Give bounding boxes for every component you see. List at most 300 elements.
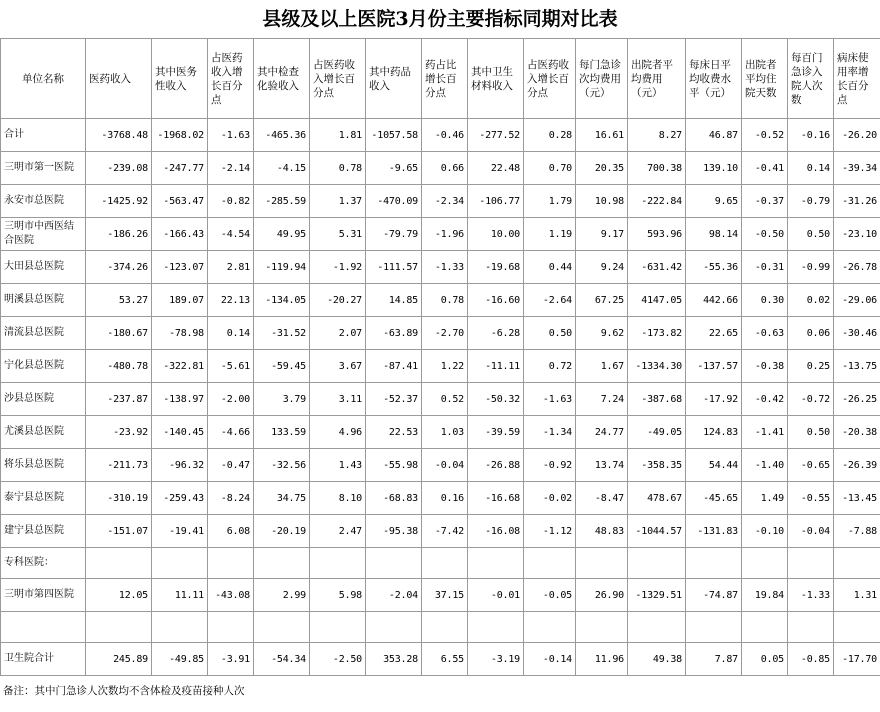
value-cell: -2.00: [208, 383, 254, 416]
table-row: [1, 119, 880, 152]
value-cell: -0.46: [422, 119, 468, 152]
value-cell: -31.52: [254, 317, 310, 350]
value-cell: 0.50: [788, 416, 834, 449]
value-cell: -26.88: [468, 449, 524, 482]
value-cell: -11.11: [468, 350, 524, 383]
value-cell: -0.02: [524, 482, 576, 515]
table-row: [1, 185, 880, 218]
empty-cell: [576, 548, 628, 579]
value-cell: -59.45: [254, 350, 310, 383]
value-cell: -7.42: [422, 515, 468, 548]
value-cell: 442.66: [686, 284, 742, 317]
column-header: 占医药收入增长百分点: [310, 39, 366, 119]
value-cell: -186.26: [86, 218, 152, 251]
value-cell: 1.79: [524, 185, 576, 218]
value-cell: 9.24: [576, 251, 628, 284]
empty-cell: [86, 548, 152, 579]
table-row: [1, 152, 880, 185]
column-header: 单位名称: [1, 39, 86, 119]
value-cell: -63.89: [366, 317, 422, 350]
value-cell: 1.81: [310, 119, 366, 152]
value-cell: 16.61: [576, 119, 628, 152]
value-cell: 6.55: [422, 643, 468, 676]
value-cell: 9.65: [686, 185, 742, 218]
value-cell: 0.66: [422, 152, 468, 185]
value-cell: 593.96: [628, 218, 686, 251]
value-cell: 0.14: [788, 152, 834, 185]
value-cell: -3768.48: [86, 119, 152, 152]
page-title: 县级及以上医院3月份主要指标同期对比表: [262, 8, 618, 30]
empty-cell: [788, 612, 834, 643]
value-cell: 24.77: [576, 416, 628, 449]
value-cell: -1.33: [422, 251, 468, 284]
unit-name-cell: 建宁县总医院: [1, 515, 86, 548]
value-cell: -310.19: [86, 482, 152, 515]
value-cell: 2.99: [254, 579, 310, 612]
table-body: [1, 119, 880, 676]
empty-cell: [834, 548, 880, 579]
value-cell: -111.57: [366, 251, 422, 284]
value-cell: -259.43: [152, 482, 208, 515]
value-cell: -4.15: [254, 152, 310, 185]
empty-cell: [86, 612, 152, 643]
column-header: 每百门急诊入院人次数: [788, 39, 834, 119]
value-cell: 20.35: [576, 152, 628, 185]
value-cell: -5.61: [208, 350, 254, 383]
value-cell: 1.22: [422, 350, 468, 383]
value-cell: 0.06: [788, 317, 834, 350]
section-row: [1, 548, 880, 579]
empty-cell: [254, 612, 310, 643]
value-cell: -52.37: [366, 383, 422, 416]
value-cell: 2.47: [310, 515, 366, 548]
value-cell: -16.68: [468, 482, 524, 515]
value-cell: -166.43: [152, 218, 208, 251]
value-cell: -20.38: [834, 416, 880, 449]
empty-cell: [628, 612, 686, 643]
value-cell: 12.05: [86, 579, 152, 612]
value-cell: 0.78: [422, 284, 468, 317]
unit-name-cell: 沙县总医院: [1, 383, 86, 416]
value-cell: -131.83: [686, 515, 742, 548]
value-cell: 9.62: [576, 317, 628, 350]
table-header-row: [1, 39, 880, 119]
value-cell: -17.92: [686, 383, 742, 416]
value-cell: -95.38: [366, 515, 422, 548]
value-cell: -68.83: [366, 482, 422, 515]
empty-cell: [686, 548, 742, 579]
value-cell: -26.78: [834, 251, 880, 284]
value-cell: -26.25: [834, 383, 880, 416]
empty-cell: [686, 612, 742, 643]
value-cell: -16.60: [468, 284, 524, 317]
value-cell: 54.44: [686, 449, 742, 482]
value-cell: -0.55: [788, 482, 834, 515]
value-cell: -465.36: [254, 119, 310, 152]
section-label: 专科医院：: [1, 548, 86, 579]
value-cell: -1.40: [742, 449, 788, 482]
value-cell: 0.16: [422, 482, 468, 515]
value-cell: -31.26: [834, 185, 880, 218]
value-cell: 6.08: [208, 515, 254, 548]
column-header: 其中卫生材料收入: [468, 39, 524, 119]
value-cell: -0.85: [788, 643, 834, 676]
value-cell: 139.10: [686, 152, 742, 185]
table-row: [1, 383, 880, 416]
value-cell: -247.77: [152, 152, 208, 185]
value-cell: -119.94: [254, 251, 310, 284]
table-row: [1, 350, 880, 383]
empty-cell: [524, 548, 576, 579]
value-cell: -1425.92: [86, 185, 152, 218]
value-cell: 4.96: [310, 416, 366, 449]
value-cell: -211.73: [86, 449, 152, 482]
value-cell: -322.81: [152, 350, 208, 383]
value-cell: -19.68: [468, 251, 524, 284]
unit-name-cell: 明溪县总医院: [1, 284, 86, 317]
value-cell: 1.03: [422, 416, 468, 449]
value-cell: 0.14: [208, 317, 254, 350]
value-cell: 37.15: [422, 579, 468, 612]
value-cell: -0.52: [742, 119, 788, 152]
value-cell: -0.16: [788, 119, 834, 152]
value-cell: 0.52: [422, 383, 468, 416]
value-cell: -39.59: [468, 416, 524, 449]
value-cell: 1.49: [742, 482, 788, 515]
value-cell: 478.67: [628, 482, 686, 515]
value-cell: -79.79: [366, 218, 422, 251]
value-cell: -1.41: [742, 416, 788, 449]
value-cell: -19.41: [152, 515, 208, 548]
value-cell: -8.24: [208, 482, 254, 515]
value-cell: -23.10: [834, 218, 880, 251]
table-row: [1, 284, 880, 317]
empty-cell: [742, 612, 788, 643]
value-cell: -49.85: [152, 643, 208, 676]
column-header: 出院者平均费用（元）: [628, 39, 686, 119]
spacer-row: [1, 612, 880, 643]
value-cell: -180.67: [86, 317, 152, 350]
value-cell: 700.38: [628, 152, 686, 185]
value-cell: -0.38: [742, 350, 788, 383]
value-cell: -470.09: [366, 185, 422, 218]
empty-cell: [152, 612, 208, 643]
value-cell: -140.45: [152, 416, 208, 449]
value-cell: -0.72: [788, 383, 834, 416]
value-cell: -16.08: [468, 515, 524, 548]
value-cell: 2.07: [310, 317, 366, 350]
empty-cell: [422, 548, 468, 579]
value-cell: 1.67: [576, 350, 628, 383]
value-cell: 3.79: [254, 383, 310, 416]
unit-name-cell: 永安市总医院: [1, 185, 86, 218]
value-cell: 1.19: [524, 218, 576, 251]
value-cell: -0.01: [468, 579, 524, 612]
column-header: 病床使用率增长百分点: [834, 39, 880, 119]
value-cell: 49.95: [254, 218, 310, 251]
value-cell: 0.02: [788, 284, 834, 317]
value-cell: -1.92: [310, 251, 366, 284]
empty-cell: [468, 548, 524, 579]
table-row: [1, 416, 880, 449]
empty-cell: [254, 548, 310, 579]
table-row: [1, 317, 880, 350]
value-cell: -0.04: [422, 449, 468, 482]
column-header: 占医药收入增长百分点: [524, 39, 576, 119]
value-cell: 8.27: [628, 119, 686, 152]
comparison-table: [0, 38, 880, 676]
value-cell: 4147.05: [628, 284, 686, 317]
value-cell: 8.10: [310, 482, 366, 515]
value-cell: -0.63: [742, 317, 788, 350]
value-cell: 0.28: [524, 119, 576, 152]
table-row: [1, 449, 880, 482]
value-cell: 0.30: [742, 284, 788, 317]
value-cell: -2.14: [208, 152, 254, 185]
value-cell: 19.84: [742, 579, 788, 612]
empty-cell: [468, 612, 524, 643]
value-cell: -2.34: [422, 185, 468, 218]
empty-cell: [524, 612, 576, 643]
value-cell: -123.07: [152, 251, 208, 284]
column-header: 每床日平均收费水平（元）: [686, 39, 742, 119]
value-cell: -0.47: [208, 449, 254, 482]
value-cell: 3.11: [310, 383, 366, 416]
value-cell: -1.33: [788, 579, 834, 612]
value-cell: 49.38: [628, 643, 686, 676]
value-cell: -0.04: [788, 515, 834, 548]
value-cell: 48.83: [576, 515, 628, 548]
column-header: 每门急诊次均费用（元）: [576, 39, 628, 119]
value-cell: 22.53: [366, 416, 422, 449]
value-cell: -358.35: [628, 449, 686, 482]
value-cell: -74.87: [686, 579, 742, 612]
value-cell: 22.65: [686, 317, 742, 350]
value-cell: -0.99: [788, 251, 834, 284]
unit-name-cell: 卫生院合计: [1, 643, 86, 676]
value-cell: 0.25: [788, 350, 834, 383]
table-row: [1, 218, 880, 251]
value-cell: -1057.58: [366, 119, 422, 152]
empty-cell: [576, 612, 628, 643]
table-row: [1, 515, 880, 548]
value-cell: -7.88: [834, 515, 880, 548]
value-cell: 7.87: [686, 643, 742, 676]
value-cell: -17.70: [834, 643, 880, 676]
value-cell: -20.27: [310, 284, 366, 317]
value-cell: -0.37: [742, 185, 788, 218]
unit-name-cell: 泰宁县总医院: [1, 482, 86, 515]
value-cell: -1044.57: [628, 515, 686, 548]
value-cell: -78.98: [152, 317, 208, 350]
value-cell: -39.34: [834, 152, 880, 185]
unit-name-cell: 合计: [1, 119, 86, 152]
value-cell: -0.82: [208, 185, 254, 218]
value-cell: -43.08: [208, 579, 254, 612]
value-cell: 133.59: [254, 416, 310, 449]
value-cell: 245.89: [86, 643, 152, 676]
value-cell: 124.83: [686, 416, 742, 449]
column-header: 其中医务性收入: [152, 39, 208, 119]
table-row: [1, 482, 880, 515]
value-cell: -1.63: [208, 119, 254, 152]
empty-cell: [422, 612, 468, 643]
empty-cell: [208, 548, 254, 579]
value-cell: 22.13: [208, 284, 254, 317]
value-cell: -3.91: [208, 643, 254, 676]
value-cell: 14.85: [366, 284, 422, 317]
empty-cell: [208, 612, 254, 643]
value-cell: -87.41: [366, 350, 422, 383]
unit-name-cell: 大田县总医院: [1, 251, 86, 284]
value-cell: -563.47: [152, 185, 208, 218]
value-cell: -237.87: [86, 383, 152, 416]
value-cell: -0.31: [742, 251, 788, 284]
value-cell: 98.14: [686, 218, 742, 251]
value-cell: -239.08: [86, 152, 152, 185]
value-cell: -387.68: [628, 383, 686, 416]
value-cell: 0.78: [310, 152, 366, 185]
unit-name-cell: 尤溪县总医院: [1, 416, 86, 449]
value-cell: -0.41: [742, 152, 788, 185]
value-cell: -0.92: [524, 449, 576, 482]
value-cell: -137.57: [686, 350, 742, 383]
value-cell: -32.56: [254, 449, 310, 482]
value-cell: -50.32: [468, 383, 524, 416]
value-cell: -173.82: [628, 317, 686, 350]
value-cell: -151.07: [86, 515, 152, 548]
value-cell: -277.52: [468, 119, 524, 152]
value-cell: 5.98: [310, 579, 366, 612]
value-cell: -0.14: [524, 643, 576, 676]
value-cell: 46.87: [686, 119, 742, 152]
value-cell: -4.66: [208, 416, 254, 449]
value-cell: -13.75: [834, 350, 880, 383]
value-cell: 10.00: [468, 218, 524, 251]
value-cell: -0.10: [742, 515, 788, 548]
value-cell: -134.05: [254, 284, 310, 317]
value-cell: 53.27: [86, 284, 152, 317]
value-cell: 34.75: [254, 482, 310, 515]
value-cell: -2.64: [524, 284, 576, 317]
empty-cell: [742, 548, 788, 579]
empty-cell: [366, 548, 422, 579]
value-cell: -45.65: [686, 482, 742, 515]
value-cell: -480.78: [86, 350, 152, 383]
value-cell: -631.42: [628, 251, 686, 284]
value-cell: -1.34: [524, 416, 576, 449]
value-cell: 13.74: [576, 449, 628, 482]
value-cell: 0.05: [742, 643, 788, 676]
value-cell: -13.45: [834, 482, 880, 515]
value-cell: -285.59: [254, 185, 310, 218]
value-cell: -0.79: [788, 185, 834, 218]
value-cell: -20.19: [254, 515, 310, 548]
value-cell: -49.05: [628, 416, 686, 449]
value-cell: 5.31: [310, 218, 366, 251]
column-header: 占医药收入增长百分点: [208, 39, 254, 119]
value-cell: -1334.30: [628, 350, 686, 383]
value-cell: -1.96: [422, 218, 468, 251]
value-cell: -1329.51: [628, 579, 686, 612]
value-cell: -54.34: [254, 643, 310, 676]
footnote: 备注：其中门急诊人次数均不含体检及疫苗接种人次: [3, 685, 245, 697]
value-cell: -1.12: [524, 515, 576, 548]
empty-cell: [366, 612, 422, 643]
value-cell: -26.39: [834, 449, 880, 482]
value-cell: -29.06: [834, 284, 880, 317]
value-cell: -55.98: [366, 449, 422, 482]
column-header: 其中药品收入: [366, 39, 422, 119]
value-cell: -4.54: [208, 218, 254, 251]
empty-cell: [310, 612, 366, 643]
value-cell: 26.90: [576, 579, 628, 612]
unit-name-cell: 宁化县总医院: [1, 350, 86, 383]
value-cell: 189.07: [152, 284, 208, 317]
value-cell: -0.65: [788, 449, 834, 482]
column-header: 其中检查化验收入: [254, 39, 310, 119]
empty-cell: [628, 548, 686, 579]
value-cell: 9.17: [576, 218, 628, 251]
value-cell: -222.84: [628, 185, 686, 218]
unit-name-cell: 三明市第四医院: [1, 579, 86, 612]
unit-name-cell: 三明市第一医院: [1, 152, 86, 185]
empty-cell: [834, 612, 880, 643]
value-cell: 10.98: [576, 185, 628, 218]
unit-name-cell: 三明市中西医结合医院: [1, 218, 86, 251]
unit-name-cell: 将乐县总医院: [1, 449, 86, 482]
value-cell: -138.97: [152, 383, 208, 416]
value-cell: 0.44: [524, 251, 576, 284]
empty-cell: [310, 548, 366, 579]
empty-cell: [1, 612, 86, 643]
value-cell: 2.81: [208, 251, 254, 284]
value-cell: 1.31: [834, 579, 880, 612]
column-header: 药占比增长百分点: [422, 39, 468, 119]
column-header: 医药收入: [86, 39, 152, 119]
value-cell: -9.65: [366, 152, 422, 185]
value-cell: -2.04: [366, 579, 422, 612]
value-cell: -8.47: [576, 482, 628, 515]
value-cell: 0.50: [524, 317, 576, 350]
value-cell: 11.96: [576, 643, 628, 676]
value-cell: -106.77: [468, 185, 524, 218]
value-cell: -0.50: [742, 218, 788, 251]
empty-cell: [788, 548, 834, 579]
table-row: [1, 251, 880, 284]
value-cell: 0.70: [524, 152, 576, 185]
value-cell: -23.92: [86, 416, 152, 449]
value-cell: 11.11: [152, 579, 208, 612]
value-cell: -0.42: [742, 383, 788, 416]
value-cell: -374.26: [86, 251, 152, 284]
value-cell: -3.19: [468, 643, 524, 676]
value-cell: -96.32: [152, 449, 208, 482]
column-header: 出院者平均住院天数: [742, 39, 788, 119]
empty-cell: [152, 548, 208, 579]
value-cell: 353.28: [366, 643, 422, 676]
value-cell: 7.24: [576, 383, 628, 416]
value-cell: 22.48: [468, 152, 524, 185]
value-cell: -30.46: [834, 317, 880, 350]
value-cell: 67.25: [576, 284, 628, 317]
value-cell: -6.28: [468, 317, 524, 350]
value-cell: -1.63: [524, 383, 576, 416]
value-cell: -55.36: [686, 251, 742, 284]
value-cell: 0.72: [524, 350, 576, 383]
value-cell: -1968.02: [152, 119, 208, 152]
value-cell: 0.50: [788, 218, 834, 251]
